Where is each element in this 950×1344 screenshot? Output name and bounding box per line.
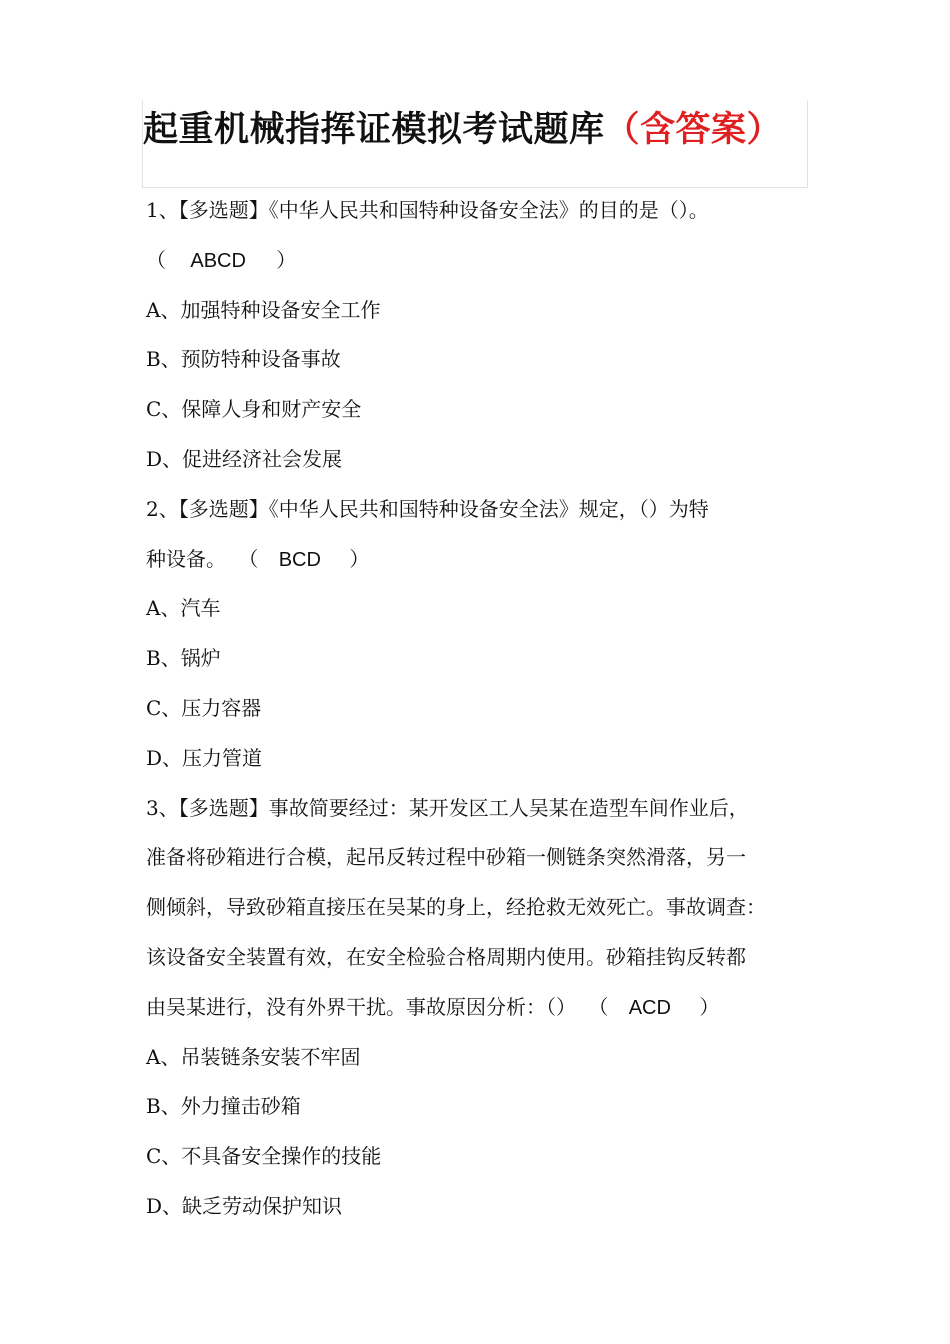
question-block: [146, 784, 816, 1232]
option-item: D、促进经济社会发展: [146, 446, 343, 471]
answer-key: ABCD: [190, 249, 246, 272]
question-stem: 侧倾斜，导致砂箱直接压在吴某的身上，经抢救无效死亡。事故调查：: [146, 895, 766, 920]
answer-close-paren: ）: [276, 247, 297, 272]
question-stem: 种设备。: [146, 546, 226, 571]
answer-close-paren: ）: [699, 994, 720, 1019]
option-item: D、缺乏劳动保护知识: [146, 1193, 343, 1218]
option-item: C、不具备安全操作的技能: [146, 1144, 382, 1169]
answer-open-paren: （: [588, 994, 609, 1019]
answer-open-paren: （: [238, 546, 259, 571]
option-item: B、外力撞击砂箱: [146, 1094, 301, 1119]
option-item: A、加强特种设备安全工作: [146, 297, 381, 322]
option-item: A、吊装链条安装不牢固: [146, 1044, 361, 1069]
question-list: [146, 186, 816, 1232]
answer-line: [146, 236, 816, 286]
question-stem: 3、【多选题】事故简要经过：某开发区工人吴某在造型车间作业后，: [146, 795, 749, 820]
title-main: 起重机械指挥证模拟考试题库: [143, 110, 605, 150]
option-item: C、压力容器: [146, 695, 262, 720]
question-stem-with-answer: [146, 535, 816, 585]
question-stem: 2、【多选题】《中华人民共和国特种设备安全法》规定，（）为特: [146, 496, 709, 521]
question-stem: 准备将砂箱进行合模，起吊反转过程中砂箱一侧链条突然滑落，另一: [146, 845, 746, 870]
question-stem: 1、【多选题】《中华人民共和国特种设备安全法》的目的是（）。: [146, 198, 709, 222]
question-block: [146, 186, 816, 485]
question-stem: 该设备安全装置有效，在安全检验合格周期内使用。砂箱挂钩反转都: [146, 944, 746, 969]
question-block: [146, 485, 816, 784]
answer-key: ACD: [628, 996, 671, 1019]
answer-close-paren: ）: [349, 546, 370, 571]
option-item: B、预防特种设备事故: [146, 347, 341, 372]
question-stem: 由吴某进行，没有外界干扰。事故原因分析：（）: [146, 994, 576, 1019]
title-answer-note: （含答案）: [604, 110, 783, 150]
option-item: D、压力管道: [146, 745, 263, 770]
option-item: C、保障人身和财产安全: [146, 397, 362, 422]
document-title: [143, 104, 843, 156]
question-stem-with-answer: [146, 983, 816, 1033]
option-item: A、汽车: [146, 596, 221, 621]
answer-open-paren: （: [146, 247, 166, 272]
answer-key: BCD: [278, 548, 321, 571]
option-item: B、锅炉: [146, 646, 221, 671]
